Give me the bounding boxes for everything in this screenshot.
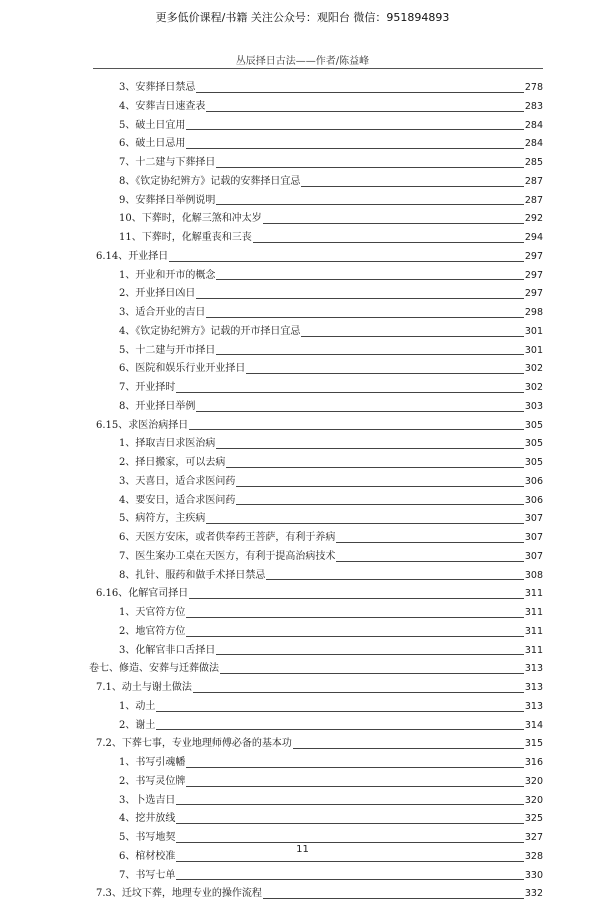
- toc-entry-page: 307: [524, 532, 543, 543]
- toc-entry-row: [119, 192, 543, 211]
- toc-entry-page: 308: [524, 569, 543, 581]
- toc-leader-line: [336, 561, 523, 562]
- toc-entry[interactable]: [0, 529, 605, 548]
- toc-entry-title: 5、书写地契: [119, 832, 176, 843]
- toc-leader-line: [266, 579, 523, 580]
- toc-entry-page: 327: [524, 832, 543, 843]
- toc-leader-line: [196, 298, 523, 299]
- toc-entry-page: 284: [524, 138, 543, 150]
- toc-entry[interactable]: [0, 154, 605, 173]
- toc-entry-page: 278: [524, 82, 543, 93]
- toc-entry-title: 8、开业择日举例: [119, 400, 196, 412]
- toc-leader-line: [216, 654, 523, 655]
- toc-entry-title: 6.15、求医治病择日: [96, 419, 189, 431]
- toc-leader-line: [176, 842, 523, 843]
- toc-entry-page: 325: [524, 813, 543, 825]
- toc-leader-line: [156, 729, 523, 730]
- toc-entry[interactable]: [0, 285, 605, 304]
- toc-entry-page: 313: [524, 682, 543, 693]
- toc-entry-title: 3、卜选吉日: [119, 794, 176, 806]
- toc-entry[interactable]: [0, 210, 605, 229]
- toc-entry-title: 5、十二建与开市择日: [119, 344, 216, 356]
- toc-entry-page: 314: [524, 719, 543, 731]
- toc-entry-page: 305: [524, 438, 543, 450]
- toc-entry-page: 306: [524, 494, 543, 506]
- toc-leader-line: [246, 373, 523, 374]
- toc-entry-row: [96, 417, 543, 436]
- promo-banner: 更多低价课程/书籍 关注公众号：观阳台 微信：951894893: [155, 11, 450, 24]
- toc-entry-row: [119, 529, 543, 548]
- toc-entry-title: 3、化解官非口舌择日: [119, 644, 216, 656]
- page-number: 11: [296, 844, 309, 855]
- toc-entry-title: 3、安葬择日禁忌: [119, 82, 196, 93]
- toc-entry[interactable]: [0, 473, 605, 492]
- toc-entry-row: [96, 248, 543, 267]
- toc-entry-row: [119, 229, 543, 248]
- toc-entry[interactable]: [0, 660, 605, 679]
- toc-entry[interactable]: [0, 717, 605, 736]
- toc-entry[interactable]: [0, 510, 605, 529]
- toc-entry-title: 7、医生案办工桌在天医方，有利于提高治病技术: [119, 550, 336, 562]
- toc-entry[interactable]: [0, 79, 605, 98]
- toc-entry-page: 305: [524, 457, 543, 468]
- toc-leader-line: [196, 411, 523, 412]
- toc-entry-title: 4、挖井放线: [119, 813, 176, 825]
- toc-entry[interactable]: [0, 885, 605, 904]
- toc-entry-title: 7.1、动土与谢土做法: [96, 682, 192, 693]
- toc-entry[interactable]: [0, 548, 605, 567]
- toc-leader-line: [301, 336, 523, 337]
- toc-entry-title: 7、开业择时: [119, 382, 176, 393]
- toc-entry[interactable]: [0, 135, 605, 154]
- toc-entry-row: [96, 679, 543, 698]
- toc-entry-row: [119, 117, 543, 136]
- toc-entry[interactable]: [0, 810, 605, 829]
- toc-leader-line: [263, 223, 524, 224]
- toc-entry[interactable]: [0, 567, 605, 586]
- toc-leader-line: [176, 879, 523, 880]
- toc-entry[interactable]: [0, 360, 605, 379]
- toc-entry-row: [119, 398, 543, 417]
- toc-entry-title: 2、地官符方位: [119, 625, 186, 637]
- toc-entry-title: 3、适合开业的吉日: [119, 307, 206, 318]
- toc-leader-line: [206, 111, 523, 112]
- toc-entry[interactable]: [0, 267, 605, 286]
- toc-entry-row: [96, 735, 543, 754]
- toc-entry-row: [119, 642, 543, 661]
- toc-entry-row: [119, 754, 543, 773]
- toc-entry-row: [119, 379, 543, 398]
- toc-entry[interactable]: [0, 304, 605, 323]
- toc-entry-title: 4、安葬吉日速查表: [119, 100, 206, 112]
- toc-entry-title: 2、书写灵位牌: [119, 775, 186, 787]
- toc-leader-line: [186, 767, 523, 768]
- toc-entry-row: [96, 885, 543, 904]
- toc-entry[interactable]: [0, 435, 605, 454]
- toc-leader-line: [176, 861, 523, 862]
- toc-entry[interactable]: [0, 192, 605, 211]
- toc-entry-row: [89, 660, 543, 679]
- toc-entry-row: [119, 210, 543, 229]
- toc-entry[interactable]: [0, 379, 605, 398]
- toc-entry-page: 320: [524, 775, 543, 787]
- toc-entry-row: [119, 567, 543, 586]
- toc-entry-row: [119, 510, 543, 529]
- toc-entry-row: [119, 454, 543, 473]
- toc-entry-page: 328: [524, 850, 543, 862]
- toc-entry-row: [119, 135, 543, 154]
- toc-entry-title: 6、破土日忌用: [119, 138, 186, 150]
- toc-entry-page: 285: [524, 157, 543, 168]
- toc-entry-title: 11、下葬时，化解重丧和三丧: [119, 232, 252, 243]
- toc-entry-row: [119, 323, 543, 342]
- toc-entry-row: [119, 79, 543, 98]
- toc-entry-page: 307: [524, 513, 543, 525]
- header-divider: [93, 68, 543, 69]
- toc-entry[interactable]: [0, 585, 605, 604]
- toc-entry[interactable]: [0, 679, 605, 698]
- toc-entry-page: 292: [524, 213, 543, 225]
- toc-leader-line: [216, 448, 523, 449]
- toc-leader-line: [176, 804, 523, 805]
- toc-entry-page: 297: [524, 288, 543, 300]
- toc-entry-title: 7、十二建与下葬择日: [119, 157, 216, 168]
- toc-entry[interactable]: [0, 323, 605, 342]
- toc-entry-page: 332: [524, 888, 543, 900]
- toc-entry[interactable]: [0, 623, 605, 642]
- toc-entry[interactable]: [0, 792, 605, 811]
- toc-entry-page: 284: [524, 119, 543, 131]
- toc-entry-row: [119, 492, 543, 511]
- toc-entry[interactable]: [0, 492, 605, 511]
- toc-entry-row: [96, 585, 543, 604]
- toc-entry-title: 7、书写七单: [119, 869, 176, 881]
- toc-entry-page: 311: [524, 625, 543, 637]
- toc-entry-title: 7.2、下葬七事，专业地理师傅必备的基本功: [96, 738, 292, 750]
- toc-entry-row: [119, 810, 543, 829]
- toc-entry-row: [119, 548, 543, 567]
- toc-leader-line: [253, 242, 524, 243]
- toc-entry-page: 287: [524, 194, 543, 206]
- toc-entry-page: 315: [524, 738, 543, 750]
- toc-entry-page: 305: [524, 419, 543, 431]
- toc-entry-title: 8、《钦定协纪辨方》记载的安葬择日宜忌: [119, 175, 301, 187]
- toc-entry-page: 302: [524, 363, 543, 375]
- toc-entry-row: [119, 623, 543, 642]
- toc-leader-line: [236, 486, 523, 487]
- toc-entry-row: [119, 604, 543, 623]
- toc-entry-title: 1、书写引魂幡: [119, 757, 186, 768]
- toc-entry[interactable]: [0, 342, 605, 361]
- toc-entry-page: 313: [524, 700, 543, 712]
- toc-entry-row: [119, 98, 543, 117]
- toc-leader-line: [193, 692, 524, 693]
- toc-leader-line: [156, 711, 523, 712]
- toc-entry-title: 8、扎针、服药和做手术择日禁忌: [119, 569, 266, 581]
- toc-leader-line: [186, 786, 523, 787]
- toc-leader-line: [263, 898, 524, 899]
- toc-entry-page: 313: [524, 663, 543, 675]
- toc-leader-line: [186, 636, 523, 637]
- toc-entry-page: 311: [524, 644, 543, 656]
- toc-entry[interactable]: [0, 698, 605, 717]
- toc-entry-row: [119, 698, 543, 717]
- toc-entry[interactable]: [0, 642, 605, 661]
- toc-leader-line: [186, 148, 523, 149]
- toc-entry-title: 6、天医方安床，或者供奉药王菩萨，有利于养病: [119, 532, 336, 543]
- toc-entry-title: 2、择日搬家，可以去病: [119, 457, 226, 468]
- toc-entry[interactable]: [0, 604, 605, 623]
- toc-entry-title: 1、择取吉日求医治病: [119, 438, 216, 450]
- toc-entry-title: 6、棺材校准: [119, 850, 176, 862]
- toc-entry-title: 6.14、开业择日: [96, 250, 169, 262]
- toc-entry[interactable]: [0, 173, 605, 192]
- toc-entry-title: 7.3、迁坟下葬，地理专业的操作流程: [96, 888, 262, 900]
- toc-leader-line: [176, 823, 523, 824]
- toc-leader-line: [186, 617, 523, 618]
- toc-entry[interactable]: [0, 454, 605, 473]
- toc-entry-row: [119, 267, 543, 286]
- toc-entry[interactable]: [0, 867, 605, 886]
- toc-entry-title: 1、开业和开市的概念: [119, 269, 216, 281]
- toc-entry-title: 6.16、化解官司择日: [96, 588, 189, 600]
- toc-entry-page: 311: [524, 607, 543, 618]
- toc-entry[interactable]: [0, 773, 605, 792]
- toc-entry-page: 301: [524, 344, 543, 356]
- toc-entry-title: 6、医院和娱乐行业开业择日: [119, 363, 246, 375]
- toc-leader-line: [226, 467, 523, 468]
- toc-entry-row: [119, 792, 543, 811]
- toc-entry[interactable]: [0, 248, 605, 267]
- toc-leader-line: [189, 429, 524, 430]
- toc-entry-page: 306: [524, 475, 543, 487]
- toc-entry[interactable]: [0, 735, 605, 754]
- toc-leader-line: [220, 673, 524, 674]
- toc-entry-page: 303: [524, 400, 543, 412]
- toc-entry[interactable]: [0, 754, 605, 773]
- toc-entry-page: 283: [524, 100, 543, 112]
- toc-entry-page: 287: [524, 175, 543, 187]
- toc-entry-title: 5、病符方，主疾病: [119, 513, 206, 525]
- toc-entry-page: 302: [524, 382, 543, 393]
- toc-entry-row: [119, 342, 543, 361]
- toc-entry[interactable]: [0, 229, 605, 248]
- toc-leader-line: [293, 748, 524, 749]
- toc-entry-title: 3、天喜日，适合求医问药: [119, 475, 236, 487]
- toc-entry-page: 307: [524, 550, 543, 562]
- toc-entry-title: 4、《钦定协纪辨方》记载的开市择日宜忌: [119, 325, 301, 337]
- toc-entry-row: [119, 473, 543, 492]
- toc-entry-page: 301: [524, 325, 543, 337]
- toc-entry-row: [119, 867, 543, 886]
- toc-entry-row: [119, 717, 543, 736]
- toc-entry-title: 10、下葬时，化解三煞和冲太岁: [119, 213, 262, 225]
- toc-entry-page: 298: [524, 307, 543, 318]
- toc-leader-line: [206, 317, 523, 318]
- toc-leader-line: [196, 92, 523, 93]
- toc-leader-line: [169, 261, 524, 262]
- toc-entry-title: 5、破土日宜用: [119, 119, 186, 131]
- toc-leader-line: [216, 279, 523, 280]
- toc-entry-page: 297: [524, 269, 543, 281]
- toc-entry-row: [119, 285, 543, 304]
- toc-entry-title: 4、要安日，适合求医问药: [119, 494, 236, 506]
- toc-entry-page: 320: [524, 794, 543, 806]
- toc-entry-title: 2、开业择日凶日: [119, 288, 196, 300]
- toc-entry-title: 9、安葬择日举例说明: [119, 194, 216, 206]
- running-header: 丛辰择日古法——作者/陈益峰: [235, 56, 370, 67]
- table-of-contents: [0, 79, 605, 904]
- toc-entry[interactable]: [0, 398, 605, 417]
- toc-entry-page: 330: [524, 869, 543, 881]
- toc-entry-row: [119, 773, 543, 792]
- toc-entry-row: [119, 173, 543, 192]
- toc-entry[interactable]: [0, 98, 605, 117]
- toc-entry[interactable]: [0, 417, 605, 436]
- toc-entry-title: 卷七、修造、安葬与迁葬做法: [89, 663, 219, 675]
- toc-entry-row: [119, 360, 543, 379]
- toc-leader-line: [336, 542, 523, 543]
- toc-entry-page: 311: [524, 588, 543, 600]
- toc-leader-line: [189, 598, 524, 599]
- toc-entry-page: 316: [524, 757, 543, 768]
- toc-entry[interactable]: [0, 117, 605, 136]
- toc-leader-line: [176, 392, 523, 393]
- toc-entry-row: [119, 304, 543, 323]
- toc-leader-line: [206, 523, 523, 524]
- toc-entry-title: 2、谢土: [119, 719, 156, 731]
- toc-entry-row: [119, 154, 543, 173]
- toc-leader-line: [216, 354, 523, 355]
- toc-entry-title: 1、动土: [119, 700, 156, 712]
- toc-entry-page: 297: [524, 250, 543, 262]
- toc-entry-row: [119, 435, 543, 454]
- toc-entry-page: 294: [524, 232, 543, 243]
- toc-leader-line: [216, 167, 523, 168]
- toc-entry-title: 1、天官符方位: [119, 607, 186, 618]
- toc-leader-line: [236, 504, 523, 505]
- toc-leader-line: [186, 129, 523, 130]
- toc-leader-line: [216, 204, 523, 205]
- toc-leader-line: [301, 186, 523, 187]
